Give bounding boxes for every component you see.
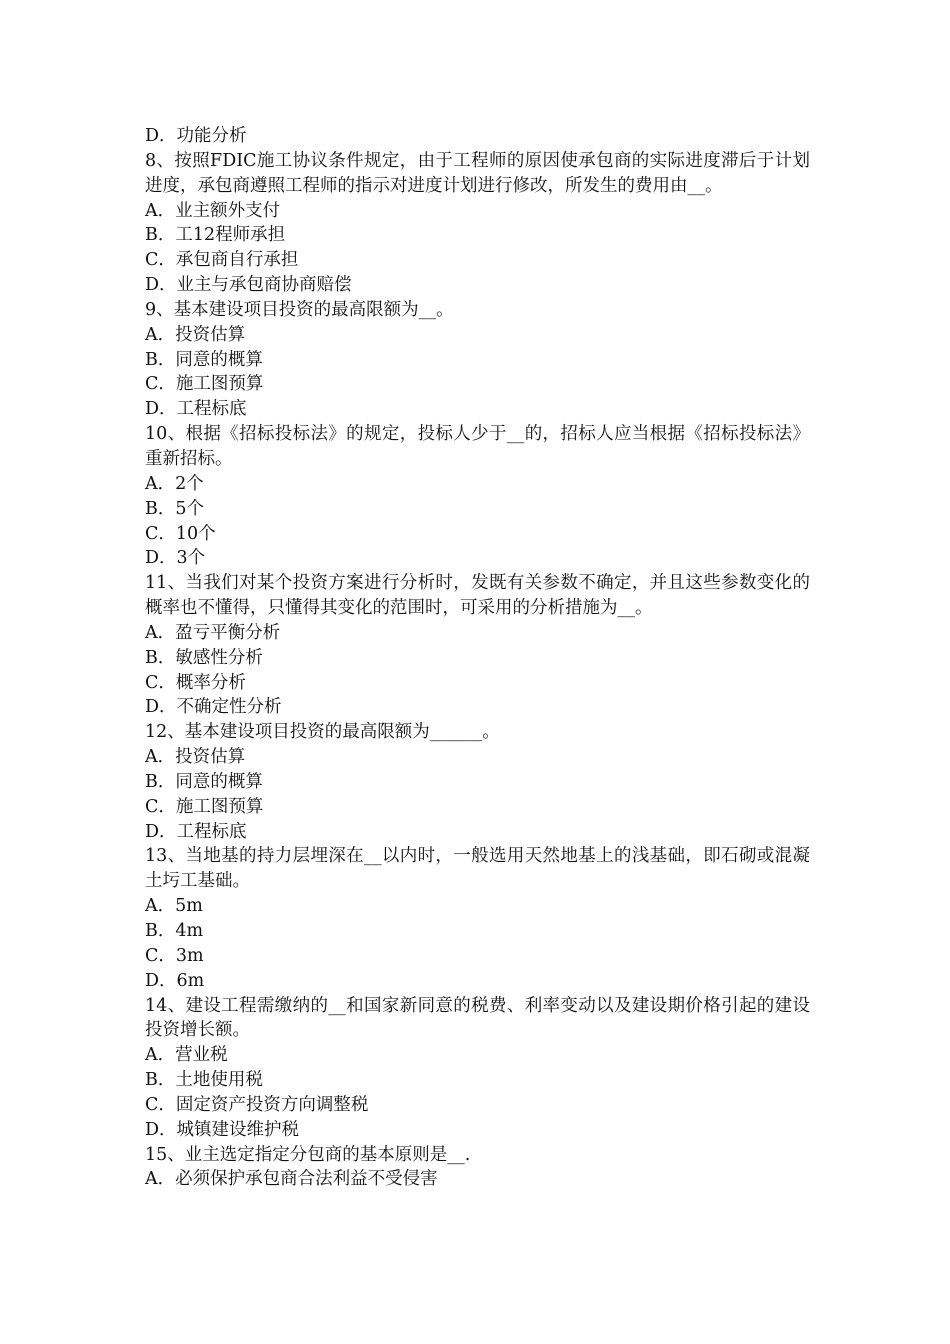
answer-option: D．业主与承包商协商赔偿: [145, 275, 352, 296]
answer-option: C．施工图预算: [145, 796, 264, 817]
answer-option: C．施工图预算: [145, 374, 264, 395]
answer-option: A．业主额外支付: [145, 200, 281, 221]
answer-option: A．投资估算: [145, 324, 246, 345]
answer-option: A．营业税: [145, 1045, 228, 1066]
answer-option: D．工程标底: [145, 399, 247, 420]
question-text: 13、当地基的持力层埋深在__以内时，一般选用天然地基上的浅基础，即石砌或混凝土圬工基础。: [145, 846, 810, 892]
answer-option: C．固定资产投资方向调整税: [145, 1094, 369, 1115]
answer-option: C．10个: [145, 523, 216, 544]
answer-option: A．5m: [145, 896, 203, 917]
answer-option: B．工12程师承担: [145, 225, 286, 246]
question-text: 8、按照FDIC施工协议条件规定，由于工程师的原因使承包商的实际进度滞后于计划进度，承包商遵照工程师的指示对进度计划进行修改，所发生的费用由__。: [145, 150, 810, 196]
answer-option: A．盈亏平衡分析: [145, 622, 281, 643]
question-text: 14、建设工程需缴纳的__和国家新同意的税费、利率变动以及建设期价格引起的建设投资增长额。: [145, 995, 810, 1041]
answer-option: C．3m: [145, 945, 204, 966]
answer-option: B．敏感性分析: [145, 647, 263, 668]
answer-option: D．3个: [145, 548, 206, 569]
answer-option: A．必须保护承包商合法利益不受侵害: [145, 1169, 438, 1190]
answer-option: B．4m: [145, 921, 204, 941]
document-body: [145, 124, 810, 1192]
question-text: 10、根据《招标投标法》的规定，投标人少于__的，招标人应当根据《招标投标法》重新招标。: [145, 424, 810, 469]
answer-option: D．工程标底: [145, 821, 247, 842]
answer-option: C．概率分析: [145, 672, 246, 693]
answer-option: C．承包商自行承担: [145, 250, 299, 271]
answer-option: B．5个: [145, 498, 204, 519]
question-text: 12、基本建设项目投资的最高限额为______。: [145, 722, 500, 743]
answer-option: D．不确定性分析: [145, 697, 282, 718]
question-text: 11、当我们对某个投资方案进行分析时，发既有关参数不确定，并且这些参数变化的概率也不懂得，只懂得其变化的范围时，可采用的分析措施为__。: [145, 573, 810, 619]
answer-option: D．功能分析: [145, 126, 247, 146]
answer-option: A．2个: [145, 473, 204, 494]
answer-option: D．城镇建设维护税: [145, 1119, 300, 1140]
question-text: 9、基本建设项目投资的最高限额为__。: [145, 299, 454, 320]
answer-option: B．同意的概算: [145, 771, 263, 792]
answer-option: D．6m: [145, 970, 205, 991]
answer-option: B．同意的概算: [145, 349, 263, 370]
question-text: 15、业主选定指定分包商的基本原则是__.: [145, 1144, 471, 1165]
answer-option: A．投资估算: [145, 747, 246, 768]
answer-option: B．土地使用税: [145, 1070, 263, 1091]
